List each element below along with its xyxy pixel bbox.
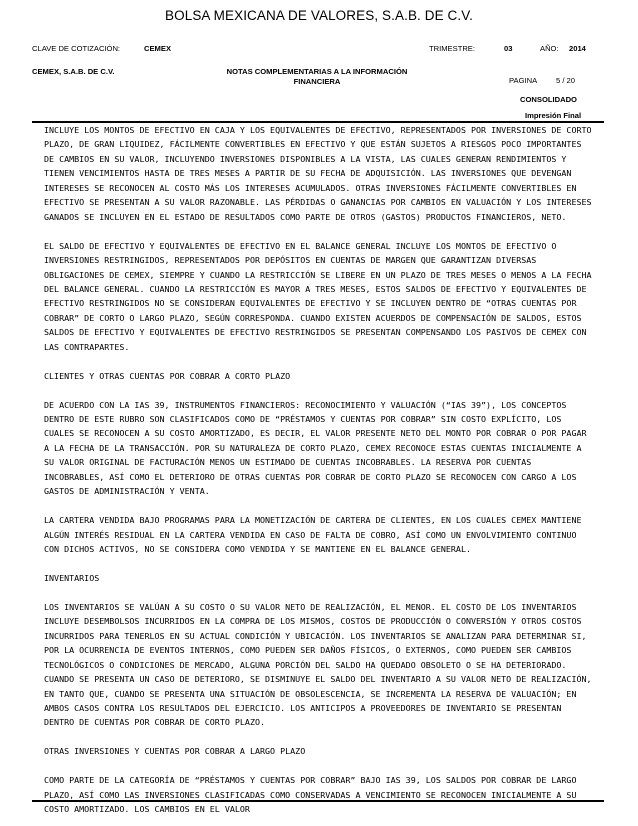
quarter-label: TRIMESTRE: <box>429 44 475 53</box>
document-body <box>44 123 596 817</box>
heading-long-term-investments: OTRAS INVERSIONES Y CUENTAS POR COBRAR A LARGO PLAZO <box>44 746 306 757</box>
paragraph-long-term-receivables: COMO PARTE DE LA CATEGORÍA DE “PRÉSTAMOS Y CUENTAS POR COBRAR” BAJO IAS 39, LOS SALDOS POR COBRAR DE LARGO PLAZO, ASÍ COMO LAS INVERSIONES CLASIFICADAS COMO CONSERVADAS A VENCIMIENTO SE RECONOCEN INICIALMENTE A SU COSTO AMORTIZADO. LOS CAMBIOS EN EL VALOR <box>44 775 577 815</box>
paragraph-sold-portfolio: LA CARTERA VENDIDA BAJO PROGRAMAS PARA LA MONETIZACIÓN DE CARTERA DE CLIENTES, EN LOS CUALES CEMEX MANTIENE ALGÚN INTERÉS RESIDUAL EN LA CARTERA VENDIDA EN CASO DE FALTA DE COBRO, ASÍ COMO UN ENVOLVIMIENTO CONTINUO CON DICHOS ACTIVOS, NO SE CONSIDERA COMO VENDIDA Y SE MANTIENE EN EL BALANCE GENERAL. <box>44 515 582 555</box>
paragraph-restricted-cash: EL SALDO DE EFECTIVO Y EQUIVALENTES DE EFECTIVO EN EL BALANCE GENERAL INCLUYE LOS MONTOS DE EFECTIVO O INVERSIONES RESTRINGIDOS, REPRESENTADOS POR DEPÓSITOS EN CUENTAS DE MARGEN QUE GARANTIZAN DIVERSAS OBLIGACIONES DE CEMEX, SIEMPRE Y CUANDO LA RESTRICCIÓN SE LIBERE EN UN PLAZO DE TRES MESES O MENOS A LA FECHA DEL BALANCE GENERAL. CUANDO LA RESTRICCIÓN ES MAYOR A TRES MESES, ESTOS SALDOS DE EFECTIVO Y EQUIVALENTES DE EFECTIVO RESTRINGIDOS NO SE CONSIDERAN EQUIVALENTES DE EFECTIVO Y SE INCLUYEN DENTRO DE “OTRAS CUENTAS POR COBRAR” DE CORTO O LARGO PLAZO, SEGÚN CORRESPONDA. CUANDO EXISTEN ACUERDOS DE COMPENSACIÓN DE SALDOS, ESTOS SALDOS DE EFECTIVO Y EQUIVALENTES DE EFECTIVO RESTRINGIDOS SE PRESENTAN COMPENSANDO LOS PASIVOS DE CEMEX CON LAS CONTRAPARTES. <box>44 240 592 352</box>
paragraph-inventories: LOS INVENTARIOS SE VALÚAN A SU COSTO O SU VALOR NETO DE REALIZACIÓN, EL MENOR. EL COSTO DE LOS INVENTARIOS INCLUYE DESEMBOLSOS INCURRIDOS EN LA COMPRA DE LOS MISMOS, COSTOS DE PRODUCCIÓN O CONVERSIÓN Y OTROS COSTOS INCURRIDOS PARA TENERLOS EN SU ACTUAL CONDICIÓN Y UBICACIÓN. LOS INVENTARIOS SE ANALIZAN PARA DETERMINAR SI, POR LA OCURRENCIA DE EVENTOS INTERNOS, COMO PUEDEN SER DAÑOS FÍSICOS, O EXTERNOS, COMO PUEDEN SER CAMBIOS TECNOLÓGICOS O CONDICIONES DE MERCADO, ALGUNA PORCIÓN DEL SALDO HA QUEDADO OBSOLETO O SE HA DETERIORADO. CUANDO SE PRESENTA UN CASO DE DETERIORO, SE DISMINUYE EL SALDO DEL INVENTARIO A SU VALOR NETO DE REALIZACIÓN, EN TANTO QUE, CUANDO SE PRESENTA UNA SITUACIÓN DE OBSOLESCENCIA, SE INCREMENTA LA RESERVA DE VALUACIÓN; EN AMBOS CASOS CONTRA LOS RESULTADOS DEL EJERCICIO. LOS ANTICIPOS A PROVEEDORES DE INVENTARIO SE PRESENTAN DENTRO DE CUENTAS POR COBRAR DE CORTO PLAZO. <box>44 601 592 728</box>
heading-inventories: INVENTARIOS <box>44 572 100 583</box>
ticker-label: CLAVE DE COTIZACIÓN: <box>32 44 121 53</box>
consolidated-label: CONSOLIDADO <box>520 95 577 104</box>
year-label: AÑO: <box>540 44 559 53</box>
year-value: 2014 <box>569 44 586 53</box>
heading-receivables: CLIENTES Y OTRAS CUENTAS POR COBRAR A CORTO PLAZO <box>44 370 291 381</box>
paragraph-cash-equivalents: INCLUYE LOS MONTOS DE EFECTIVO EN CAJA Y LOS EQUIVALENTES DE EFECTIVO, REPRESENTADOS POR INVERSIONES DE CORTO PLAZO, DE GRAN LIQUIDEZ, FÁCILMENTE CONVERTIBLES EN EFECTIVO Y QUE ESTÁN SUJETOS A RIESGOS POCO IMPORTANTES DE CAMBIOS EN SU VALOR, INCLUYENDO INVERSIONES DISPONIBLES A LA VISTA, LAS CUALES GENERAN RENDIMIENTOS Y TIENEN VENCIMIENTOS HASTA DE TRES MESES A PARTIR DE SU FECHA DE ADQUISICIÓN. LAS INVERSIONES QUE DEVENGAN INTERESES SE RECONOCEN AL COSTO MÁS LOS INTERESES ACUMULADOS. OTRAS INVERSIONES FÁCILMENTE CONVERTIBLES EN EFECTIVO SE PRESENTAN A SU VALOR RAZONABLE. LAS PÉRDIDAS O GANANCIAS POR CAMBIOS EN VALUACIÓN Y LOS INTERESES GANADOS SE INCLUYEN EN EL ESTADO DE RESULTADOS COMO PARTE DE OTROS (GASTOS) PRODUCTOS FINANCIEROS, NETO. <box>44 125 592 222</box>
bottom-divider <box>32 800 604 802</box>
paragraph-ias39-receivables: DE ACUERDO CON LA IAS 39, INSTRUMENTOS FINANCIEROS: RECONOCIMIENTO Y VALUACIÓN (“IAS 39”), LOS CONCEPTOS DENTRO DE ESTE RUBRO SON CLASIFICADOS COMO DE “PRÉSTAMOS Y CUENTAS POR COBRAR” SIN COSTO EXPLÍCITO, LOS CUALES SE RECONOCEN A SU COSTO AMORTIZADO, ES DECIR, EL VALOR PRESENTE NETO DEL MONTO POR COBRAR O POR PAGAR A LA FECHA DE LA TRANSACCIÓN. POR SU NATURALEZA DE CORTO PLAZO, CEMEX RECONOCE ESTAS CUENTAS INICIALMENTE A SU VALOR ORIGINAL DE FACTURACIÓN MENOS UN ESTIMADO DE CUENTAS INCOBRABLES. LA RESERVA POR CUENTAS INCOBRABLES, ASÍ COMO EL DETERIORO DE OTRAS CUENTAS POR COBRAR DE CORTO PLAZO SE RECONOCEN CON CARGO A LOS GASTOS DE ADMINISTRACIÓN Y VENTA. <box>44 399 587 497</box>
exchange-title: BOLSA MEXICANA DE VALORES, S.A.B. DE C.V. <box>165 8 473 23</box>
quarter-value: 03 <box>504 44 513 53</box>
page-label: PAGINA <box>509 76 538 85</box>
section-heading-line2: FINANCIERA <box>293 77 341 86</box>
print-status-label: Impresión Final <box>525 111 582 120</box>
company-name: CEMEX, S.A.B. DE C.V. <box>32 67 115 76</box>
section-heading-line1: NOTAS COMPLEMENTARIAS A LA INFORMACIÓN <box>226 67 408 76</box>
section-heading <box>198 67 436 87</box>
page-number: 5 / 20 <box>556 76 575 85</box>
ticker-value: CEMEX <box>144 44 172 53</box>
